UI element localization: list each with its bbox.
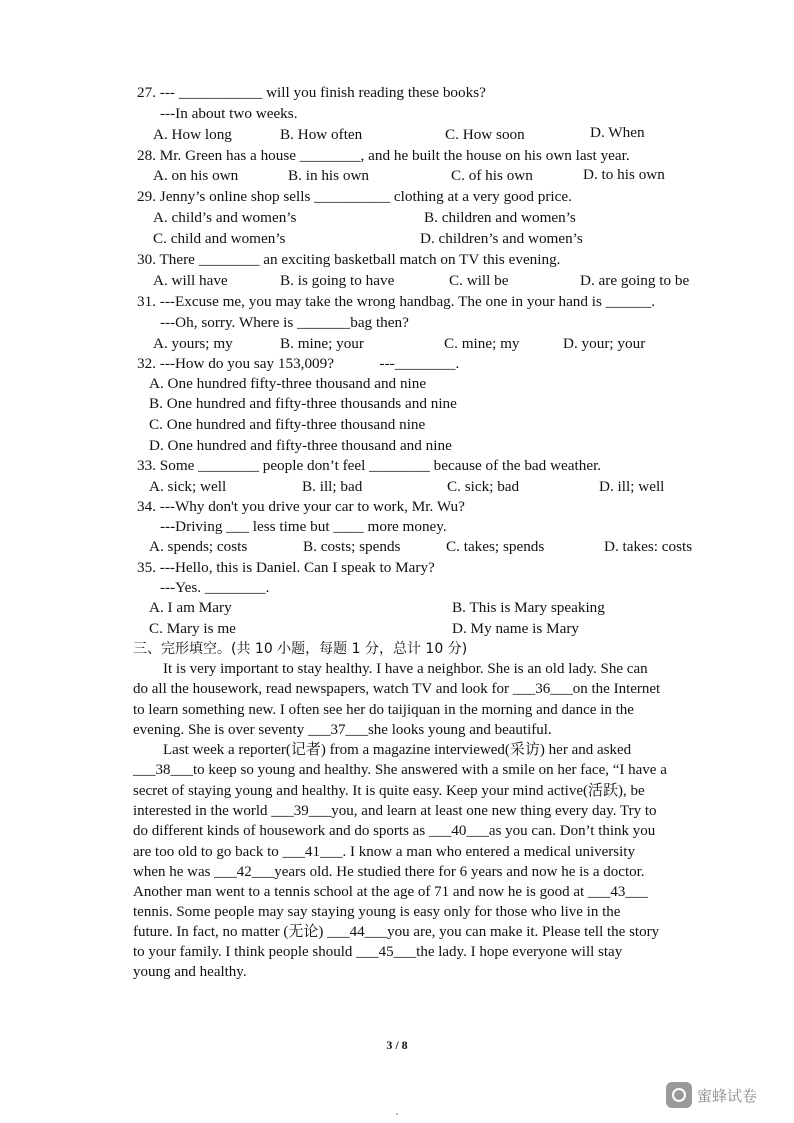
question-27: 27. --- ___________ will you finish reading these books? [137,84,486,101]
option: D. ill; well [599,478,665,495]
option: D. your; your [563,335,646,352]
option: D. One hundred and fifty-three thousand and nine [149,437,452,454]
passage-line: interested in the world ___39___you, and learn at least one new thing every day. Try to [133,803,657,819]
option: B. costs; spends [303,538,401,555]
passage-line: do different kinds of housework and do sports as ___40___as you can. Don’t think you [133,823,656,839]
passage-line: future. In fact, no matter (无论) ___44___you are, you can make it. Please tell the story [133,924,660,940]
bee-logo-icon [666,1082,692,1108]
option: A. will have [153,272,228,289]
passage-line: are too old to go back to ___41___. I know a man who entered a medical university [133,844,635,860]
question-33: 33. Some ________ people don’t feel ________ because of the bad weather. [137,457,602,474]
question-30: 30. There ________ an exciting basketball match on TV this evening. [137,251,561,268]
option: C. of his own [451,167,533,184]
option: A. One hundred fifty-three thousand and nine [149,375,427,392]
option: A. sick; well [149,478,227,495]
option: B. in his own [288,167,370,184]
passage-line: to your family. I think people should ___45___the lady. I hope everyone will stay [133,944,623,960]
option: D. takes: costs [604,538,693,555]
question-35: 35. ---Hello, this is Daniel. Can I speak to Mary? [137,559,435,576]
passage-line: evening. She is over seventy ___37___she looks young and beautiful. [133,722,552,738]
option: A. spends; costs [149,538,248,555]
option: C. child and women’s [153,230,286,247]
page-number: 3 / 8 [386,1038,408,1052]
option: C. One hundred and fifty-three thousand nine [149,416,426,433]
section-title: 三、完形填空。(共 10 小题，每题 1 分，总计 10 分) [133,641,468,657]
passage-line: Last week a reporter(记者) from a magazine interviewed(采访) her and asked [133,742,632,758]
option: A. yours; my [153,335,233,352]
question-35-reply: ---Yes. ________. [160,579,270,596]
passage-line: do all the housework, read newspapers, watch TV and look for ___36___on the Internet [133,681,661,697]
option: B. How often [280,126,363,143]
passage-line: It is very important to stay healthy. I have a neighbor. She is an old lady. She can [133,661,648,677]
option: B. mine; your [280,335,364,352]
option: C. mine; my [444,335,520,352]
option: D. When [590,124,645,141]
option: C. takes; spends [446,538,545,555]
question-34: 34. ---Why don't you drive your car to work, Mr. Wu? [137,498,465,515]
option: A. child’s and women’s [153,209,297,226]
question-29: 29. Jenny’s online shop sells __________ clothing at a very good price. [137,188,572,205]
scan-dot [396,1113,398,1115]
option: B. ill; bad [302,478,363,495]
option: C. How soon [445,126,525,143]
question-28: 28. Mr. Green has a house ________, and he built the house on his own last year. [137,147,630,164]
option: D. children’s and women’s [420,230,583,247]
option: D. are going to be [580,272,690,289]
question-31-reply: ---Oh, sorry. Where is _______bag then? [160,314,409,331]
question-31: 31. ---Excuse me, you may take the wrong handbag. The one in your hand is ______. [137,293,656,310]
option: A. on his own [153,167,239,184]
passage-line: when he was ___42___years old. He studied there for 6 years and now he is a doctor. [133,864,645,880]
option: B. This is Mary speaking [452,599,605,616]
question-27-reply: ---In about two weeks. [160,105,298,122]
option: A. I am Mary [149,599,232,616]
option: A. How long [153,126,232,143]
watermark-text: 蜜蜂试卷 [697,1086,758,1105]
option: C. sick; bad [447,478,520,495]
question-32: 32. ---How do you say 153,009? ---________. [137,355,460,372]
option: B. is going to have [280,272,395,289]
option: C. Mary is me [149,620,236,637]
passage-line: tennis. Some people may say staying young is easy only for those who live in the [133,904,621,920]
option: B. children and women’s [424,209,576,226]
question-34-reply: ---Driving ___ less time but ____ more money. [160,518,447,535]
passage-line: ___38___to keep so young and healthy. She answered with a smile on her face, “I have a [133,762,667,778]
passage-line: to learn something new. I often see her do taijiquan in the morning and dance in the [133,702,634,718]
option: B. One hundred and fifty-three thousands and nine [149,395,457,412]
watermark [666,1080,772,1110]
passage-line: Another man went to a tennis school at the age of 71 and now he is good at ___43___ [133,884,648,900]
option: C. will be [449,272,509,289]
option: D. to his own [583,166,665,183]
passage-line: young and healthy. [133,964,247,980]
option: D. My name is Mary [452,620,579,637]
passage-line: secret of staying young and healthy. It is quite easy. Keep your mind active(活跃), be [133,783,645,799]
